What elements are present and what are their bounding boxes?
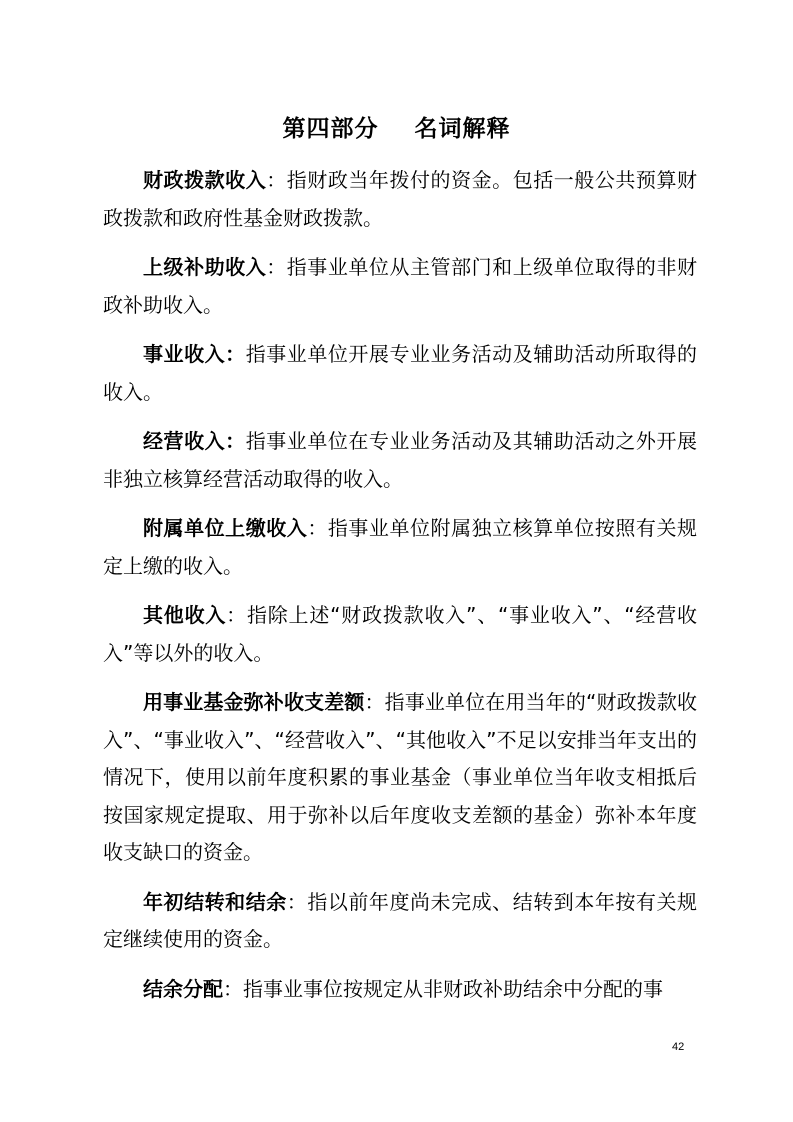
term-business-income: 事业收入： bbox=[143, 342, 246, 366]
page-title: 第四部分 名词解释 bbox=[282, 116, 511, 142]
glossary-entry-other-income bbox=[103, 597, 697, 672]
definition-business-income: 指事业单位开展专业业务活动及辅助活动所取得的收入。 bbox=[103, 342, 698, 404]
definition-affiliated-unit-remittance: ：指事业单位附属独立核算单位按照有关规定上缴的收入。 bbox=[103, 516, 698, 578]
definition-surplus-distribution: ：指事业事位按规定从非财政补助结余中分配的事 bbox=[223, 976, 663, 1001]
term-other-income: 其他收入 bbox=[143, 603, 227, 627]
term-carryover-and-balance: 年初结转和结余 bbox=[143, 889, 287, 914]
glossary-entry-business-income bbox=[103, 336, 697, 411]
glossary-entry-carryover-balance bbox=[103, 884, 697, 959]
term-business-fund-offset: 用事业基金弥补收支差额 bbox=[143, 690, 365, 714]
glossary-entry-fiscal-appropriation bbox=[103, 162, 697, 237]
term-affiliated-unit-remittance: 附属单位上缴收入 bbox=[143, 516, 308, 540]
glossary-entry-operating-income bbox=[103, 423, 697, 498]
term-operating-income: 经营收入： bbox=[143, 429, 246, 453]
glossary-body bbox=[103, 162, 697, 1020]
term-superior-subsidy-income: 上级补助收入 bbox=[143, 255, 267, 279]
term-fiscal-appropriation-income: 财政拨款收入 bbox=[143, 168, 267, 192]
definition-other-income: ：指除上述“财政拨款收入”、“事业收入”、“经营收入”等以外的收入。 bbox=[103, 603, 697, 665]
definition-superior-subsidy-income: ：指事业单位从主管部门和上级单位取得的非财政补助收入。 bbox=[103, 255, 698, 317]
definition-carryover-and-balance: ：指以前年度尚未完成、结转到本年按有关规定继续使用的资金。 bbox=[103, 889, 698, 951]
glossary-entry-business-fund-offset bbox=[103, 684, 697, 872]
glossary-entry-surplus-distribution bbox=[103, 971, 697, 1009]
page-number: 42 bbox=[672, 1041, 685, 1053]
definition-operating-income: 指事业单位在专业业务活动及其辅助活动之外开展非独立核算经营活动取得的收入。 bbox=[103, 429, 698, 491]
glossary-entry-superior-subsidy bbox=[103, 249, 697, 324]
term-surplus-distribution: 结余分配 bbox=[143, 976, 223, 1001]
definition-fiscal-appropriation-income: ：指财政当年拨付的资金。包括一般公共预算财政拨款和政府性基金财政拨款。 bbox=[103, 168, 698, 230]
definition-business-fund-offset: ：指事业单位在用当年的“财政拨款收入”、“事业收入”、“经营收入”、“其他收入”不足以安排当年支出的情况下，使用以前年度积累的事业基金（事业单位当年收支相抵后按国家规定提取、用于弥补以后年度收支差额的基金）弥补本年度收支缺口的资金。 bbox=[103, 690, 697, 864]
glossary-entry-affiliated-remittance bbox=[103, 510, 697, 585]
